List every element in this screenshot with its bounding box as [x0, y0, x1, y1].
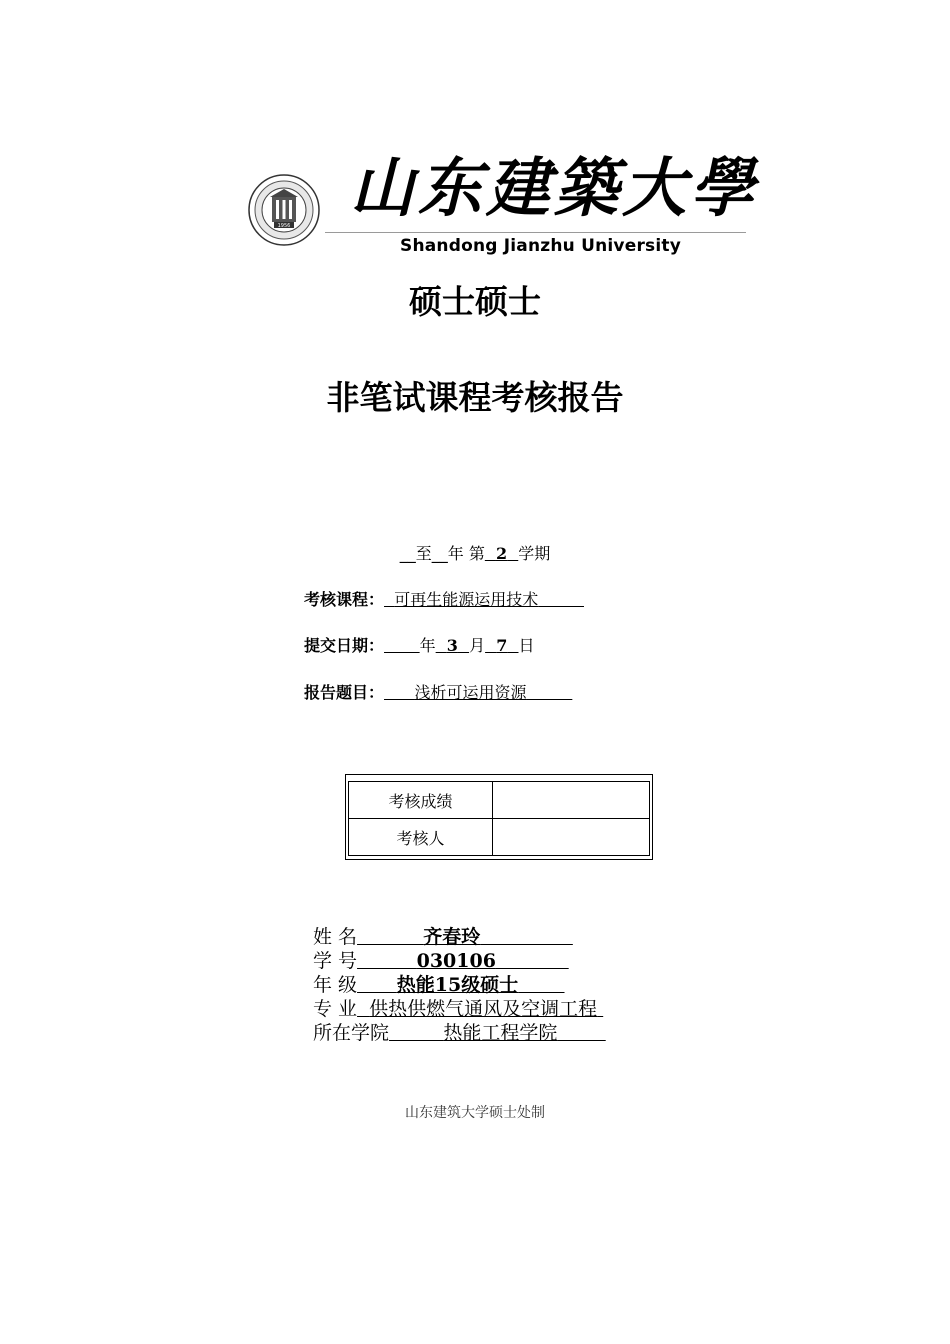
- report-title-degree: 硕士硕士: [409, 282, 541, 321]
- topic-line: [304, 682, 572, 704]
- student-id-value: 030106: [416, 950, 496, 972]
- student-grade-label: 年 级: [313, 974, 358, 996]
- grade-value-cell: [493, 782, 650, 819]
- university-name-english: Shandong Jianzhu University: [400, 236, 681, 256]
- submit-day-label: 日: [518, 636, 535, 655]
- student-college-value: 热能工程学院: [443, 1022, 558, 1044]
- term-year-label: 年 第: [447, 544, 485, 563]
- grade-table-frame: [345, 774, 653, 860]
- university-name-chinese: 山东建築大學: [350, 151, 758, 226]
- student-college-row: [313, 1021, 606, 1045]
- table-row: [349, 782, 650, 819]
- table-row: [349, 819, 650, 856]
- course-label: 考核课程：: [304, 590, 385, 609]
- student-college-label: 所在学院: [313, 1022, 390, 1044]
- student-major-value: 供热供燃气通风及空调工程: [369, 998, 598, 1020]
- student-id-row: [313, 949, 606, 973]
- student-info: [313, 925, 606, 1045]
- student-major-label: 专 业: [313, 998, 358, 1020]
- submit-date-label: 提交日期：: [304, 636, 385, 655]
- topic-label: 报告题目：: [304, 683, 385, 702]
- submit-date-line: [304, 635, 535, 657]
- student-grade-row: [313, 973, 606, 997]
- student-name-row: [313, 925, 606, 949]
- term-line: [0, 543, 950, 565]
- student-name-value: 齐春玲: [423, 926, 481, 948]
- student-major-row: [313, 997, 606, 1021]
- header-divider: [325, 232, 746, 233]
- term-blank-end: __: [431, 544, 448, 563]
- examiner-value-cell: [493, 819, 650, 856]
- submit-month-label: 月: [469, 636, 486, 655]
- student-name-label: 姓 名: [313, 926, 358, 948]
- footer-issuer: 山东建筑大学硕士处制: [405, 1105, 545, 1121]
- university-seal-icon: [248, 174, 320, 246]
- submit-month-value: 3: [446, 636, 458, 655]
- term-to: 至: [415, 544, 432, 563]
- course-line: [304, 589, 584, 611]
- topic-value: 浅析可运用资源: [414, 683, 527, 702]
- student-grade-value: 热能15级硕士: [396, 974, 519, 996]
- examiner-label-cell: 考核人: [349, 819, 493, 856]
- course-value: 可再生能源运用技术: [394, 590, 539, 609]
- grade-table: [348, 781, 650, 856]
- term-semester-label: 学期: [518, 544, 551, 563]
- term-blank-start: __: [399, 544, 416, 563]
- term-number: 2: [495, 544, 508, 563]
- submit-year-label: 年: [419, 636, 436, 655]
- report-title-main: 非笔试课程考核报告: [326, 378, 624, 417]
- seal-year: 1956: [277, 223, 291, 229]
- submit-day-value: 7: [496, 636, 508, 655]
- submit-year-blank: [384, 636, 420, 655]
- grade-label-cell: 考核成绩: [349, 782, 493, 819]
- student-id-label: 学 号: [313, 950, 358, 972]
